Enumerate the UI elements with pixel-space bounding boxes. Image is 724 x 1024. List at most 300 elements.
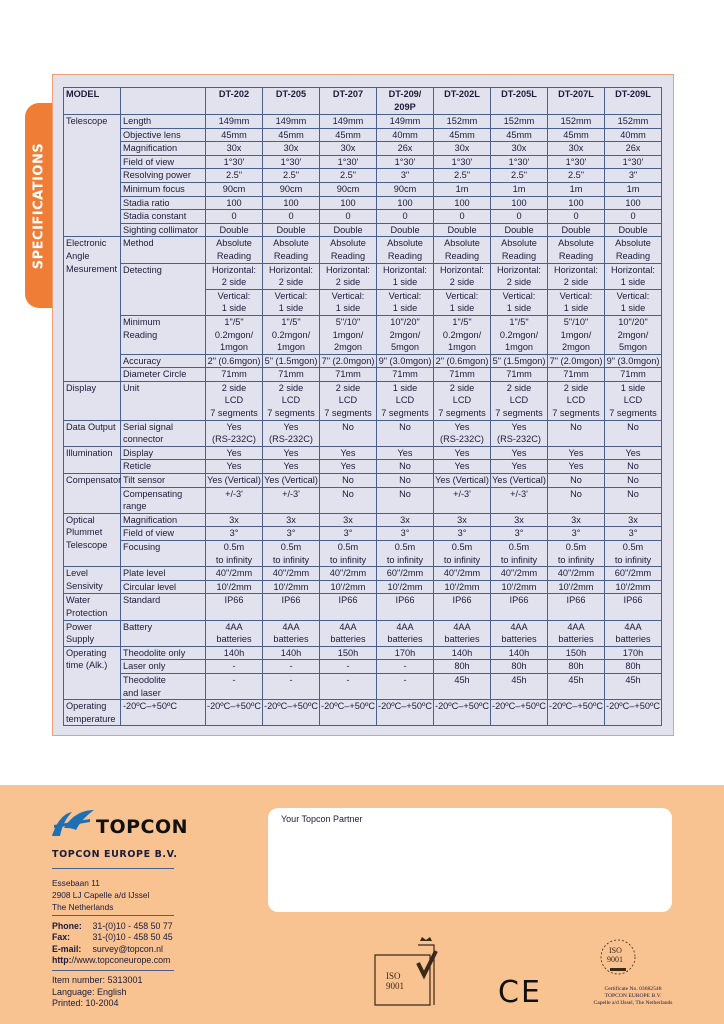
value-cell: 30x [548,142,605,156]
value-cell: - [377,660,434,674]
group-label: Power Supply [64,620,121,646]
value-cell: -20ºC–+50ºC [434,700,491,726]
group-label: Electronic Angle Mesurement [64,237,121,382]
value-cell: 1"/5" 0.2mgon/ 1mgon [263,315,320,354]
table-row [64,196,662,210]
value-cell: - [263,660,320,674]
row-label: Standard [121,594,206,620]
value-cell: 1"/5" 0.2mgon/ 1mgon [491,315,548,354]
value-cell: 100 [263,196,320,210]
value-cell: No [377,420,434,446]
value-cell: 30x [320,142,377,156]
value-cell: 150h [320,646,377,660]
model-column-header: DT-202 [206,88,263,115]
value-cell: Vertical: 1 side [605,289,662,315]
row-label: Laser only [121,660,206,674]
value-cell: 45h [434,673,491,699]
value-cell: 2.5" [206,169,263,183]
table-row [64,594,662,620]
group-label: Illumination [64,446,121,473]
group-label: Compensator [64,474,121,514]
fax-label: Fax: [52,932,71,943]
table-row [64,142,662,156]
value-cell: 0.5m to infinity [377,541,434,567]
value-cell: -20ºC–+50ºC [548,700,605,726]
value-cell: Horizontal: 2 side [320,263,377,289]
value-cell: IP66 [320,594,377,620]
value-cell: 4AA batteries [320,620,377,646]
value-cell: 2.5" [491,169,548,183]
logo-wordmark: TOPCON [96,816,189,838]
table-row [64,513,662,527]
value-cell: 2 side LCD 7 segments [491,381,548,420]
value-cell: 45mm [491,128,548,142]
table-row [64,115,662,129]
row-label: Sighting collimator [121,223,206,237]
printed-date: Printed: 10-2004 [52,998,119,1008]
value-cell: 140h [491,646,548,660]
row-label: Stadia constant [121,210,206,224]
side-tab-label: SPECIFICATIONS [31,142,46,269]
table-row [64,700,662,726]
value-cell: 152mm [434,115,491,129]
iso-9001-crown-certification-icon [374,935,446,1007]
value-cell: 1m [548,182,605,196]
value-cell: Horizontal: 2 side [548,263,605,289]
value-cell: 100 [320,196,377,210]
value-cell: 0.5m to infinity [491,541,548,567]
value-cell: 9" (3.0mgon) [377,354,434,368]
value-cell: 2.5" [320,169,377,183]
value-cell: - [206,660,263,674]
value-cell: +/-3' [206,487,263,513]
value-cell: 40"/2mm [548,567,605,581]
partner-box [268,808,672,912]
value-cell: Horizontal: 2 side [491,263,548,289]
table-row [64,646,662,660]
value-cell: 30x [491,142,548,156]
spec-table-panel [52,74,674,736]
value-cell: Yes [263,446,320,460]
value-cell: 0.5m to infinity [605,541,662,567]
value-cell: 90cm [320,182,377,196]
model-column-header: DT-202L [434,88,491,115]
value-cell: 3x [263,513,320,527]
value-cell: Vertical: 1 side [377,289,434,315]
table-row [64,315,662,354]
value-cell: 5"/10" 1mgon/ 2mgon [548,315,605,354]
value-cell: 2" (0.6mgon) [206,354,263,368]
value-cell: -20ºC–+50ºC [491,700,548,726]
table-row [64,446,662,460]
value-cell: -20ºC–+50ºC [263,700,320,726]
value-cell: - [320,660,377,674]
value-cell: 71mm [548,368,605,382]
value-cell: Yes [377,446,434,460]
contact-info [52,921,173,966]
value-cell: Vertical: 1 side [434,289,491,315]
value-cell: 3° [206,527,263,541]
group-label: Level Sensivity [64,567,121,594]
value-cell: 10'/2mm [377,580,434,594]
value-cell: -20ºC–+50ºC [605,700,662,726]
value-cell: 1m [434,182,491,196]
value-cell: Yes [491,446,548,460]
value-cell: 152mm [491,115,548,129]
value-cell: 152mm [548,115,605,129]
model-column-header: DT-207L [548,88,605,115]
value-cell: Double [263,223,320,237]
value-cell: 26x [605,142,662,156]
address [52,877,149,913]
value-cell: Absolute Reading [206,237,263,263]
value-cell: Vertical: 1 side [320,289,377,315]
value-cell: 40"/2mm [263,567,320,581]
value-cell: 3° [377,527,434,541]
value-cell: 26x [377,142,434,156]
value-cell: 2 side LCD 7 segments [320,381,377,420]
value-cell: 3" [377,169,434,183]
divider [52,915,174,916]
value-cell: No [377,460,434,474]
value-cell: 1m [491,182,548,196]
value-cell: 3x [605,513,662,527]
value-cell: Yes (Vertical) [434,474,491,488]
value-cell: 10'/2mm [548,580,605,594]
value-cell: 71mm [434,368,491,382]
value-cell: No [548,487,605,513]
table-row [64,673,662,699]
value-cell: 2 side LCD 7 segments [548,381,605,420]
row-label: Field of view [121,155,206,169]
value-cell: Yes [263,460,320,474]
value-cell: 30x [263,142,320,156]
value-cell: 1"/5" 0.2mgon/ 1mgon [206,315,263,354]
value-cell: 1"/5" 0.2mgon/ 1mgon [434,315,491,354]
value-cell: 100 [377,196,434,210]
topcon-logo [50,808,189,842]
value-cell: 4AA batteries [548,620,605,646]
value-cell: No [377,474,434,488]
value-cell: 80h [491,660,548,674]
value-cell: 45mm [320,128,377,142]
value-cell: 10"/20" 2mgon/ 5mgon [377,315,434,354]
value-cell: 0.5m to infinity [548,541,605,567]
value-cell: 0 [491,210,548,224]
row-label: Length [121,115,206,129]
table-row [64,620,662,646]
group-label: Telescope [64,115,121,237]
value-cell: No [320,420,377,446]
value-cell: 3x [206,513,263,527]
value-cell: 1°30' [434,155,491,169]
value-cell: 10"/20" 2mgon/ 5mgon [605,315,662,354]
value-cell: 5" (1.5mgon) [491,354,548,368]
certificate-text [578,986,688,1007]
certificate-number: Certificate No. 03682548 [604,986,662,992]
value-cell: Horizontal: 2 side [263,263,320,289]
value-cell: Horizontal: 2 side [434,263,491,289]
blank-header [121,88,206,115]
value-cell: Yes [491,460,548,474]
divider [52,868,174,869]
row-label: Compensating range [121,487,206,513]
language: Language: English [52,986,127,997]
value-cell: 5" (1.5mgon) [263,354,320,368]
email-link[interactable]: survey@topcon.nl [92,943,163,954]
row-label: Unit [121,381,206,420]
model-column-header: DT-205 [263,88,320,115]
value-cell: 30x [434,142,491,156]
value-cell: Absolute Reading [434,237,491,263]
row-label: -20ºC–+50ºC [121,700,206,726]
value-cell: 1°30' [491,155,548,169]
fax-value: 31-(0)10 - 458 50 45 [92,932,173,943]
svg-text:9001: 9001 [607,955,623,964]
table-row [64,263,662,289]
value-cell: 149mm [206,115,263,129]
value-cell: Yes [320,460,377,474]
value-cell: 10'/2mm [320,580,377,594]
value-cell: 0 [206,210,263,224]
phone-value: 31-(0)10 - 458 50 77 [92,921,173,931]
value-cell: 1°30' [206,155,263,169]
table-row [64,381,662,420]
value-cell: Yes (RS-232C) [263,420,320,446]
value-cell: 2 side LCD 7 segments [206,381,263,420]
value-cell: Yes [206,446,263,460]
value-cell: 3° [605,527,662,541]
value-cell: IP66 [548,594,605,620]
value-cell: Absolute Reading [491,237,548,263]
value-cell: 45h [548,673,605,699]
value-cell: Yes [320,446,377,460]
value-cell: 100 [434,196,491,210]
value-cell: No [605,420,662,446]
table-row [64,223,662,237]
value-cell: 40"/2mm [491,567,548,581]
specifications-side-tab [25,103,52,308]
value-cell: 3x [434,513,491,527]
value-cell: Vertical: 1 side [263,289,320,315]
table-row [64,527,662,541]
partner-label: Your Topcon Partner [281,814,363,824]
value-cell: 1°30' [320,155,377,169]
table-row [64,460,662,474]
topcon-swoosh-icon [50,808,96,838]
value-cell: 10'/2mm [491,580,548,594]
model-column-header: DT-209/ 209P [377,88,434,115]
value-cell: 71mm [491,368,548,382]
value-cell: Absolute Reading [377,237,434,263]
value-cell: 5"/10" 1mgon/ 2mgon [320,315,377,354]
value-cell: No [548,474,605,488]
value-cell: 3° [548,527,605,541]
table-row [64,169,662,183]
svg-text:ISO: ISO [386,971,401,981]
row-label: Accuracy [121,354,206,368]
model-column-header: DT-207 [320,88,377,115]
row-label: Circular level [121,580,206,594]
value-cell: Horizontal: 1 side [377,263,434,289]
row-label: Diameter Circle [121,368,206,382]
value-cell: Yes (Vertical) [491,474,548,488]
value-cell: 3° [491,527,548,541]
row-label: Reticle [121,460,206,474]
value-cell: Horizontal: 1 side [605,263,662,289]
value-cell: 7" (2.0mgon) [548,354,605,368]
value-cell: No [605,474,662,488]
phone-label: Phone: [52,921,82,931]
value-cell: Yes [434,460,491,474]
value-cell: 2 side LCD 7 segments [434,381,491,420]
certificate-location: Capelle a/d IJssel, The Netherlands [593,1000,673,1006]
row-label: Resolving power [121,169,206,183]
value-cell: Absolute Reading [263,237,320,263]
group-label: Display [64,381,121,420]
table-header-row [64,88,662,115]
value-cell: 3° [263,527,320,541]
value-cell: 149mm [377,115,434,129]
row-label: Tilt sensor [121,474,206,488]
value-cell: Yes [434,446,491,460]
value-cell: Double [605,223,662,237]
value-cell: 40"/2mm [434,567,491,581]
value-cell: Yes (Vertical) [206,474,263,488]
value-cell: 170h [377,646,434,660]
value-cell: 4AA batteries [377,620,434,646]
value-cell: 45mm [434,128,491,142]
value-cell: IP66 [377,594,434,620]
value-cell: 71mm [206,368,263,382]
value-cell: 2" (0.6mgon) [434,354,491,368]
value-cell: 45mm [263,128,320,142]
table-row [64,155,662,169]
value-cell: 80h [548,660,605,674]
value-cell: 3x [377,513,434,527]
certificate-company: TOPCON EUROPE B.V. [604,993,662,999]
value-cell: 2.5" [263,169,320,183]
value-cell: +/-3' [263,487,320,513]
value-cell: 3x [491,513,548,527]
value-cell: 149mm [320,115,377,129]
group-label: Optical Plummet Telescope [64,513,121,566]
value-cell: No [377,487,434,513]
phone-line [52,921,173,932]
value-cell: Absolute Reading [605,237,662,263]
value-cell: Vertical: 1 side [206,289,263,315]
value-cell: 10'/2mm [605,580,662,594]
value-cell: 60"/2mm [605,567,662,581]
row-label: Field of view [121,527,206,541]
value-cell: 4AA batteries [434,620,491,646]
value-cell: 140h [263,646,320,660]
value-cell: Horizontal: 2 side [206,263,263,289]
value-cell: No [320,487,377,513]
value-cell: - [320,673,377,699]
value-cell: 3° [434,527,491,541]
value-cell: 80h [434,660,491,674]
footer [0,785,724,1024]
address-line: 2908 LJ Capelle a/d IJssel [52,890,150,900]
value-cell: 150h [548,646,605,660]
value-cell: 1°30' [263,155,320,169]
model-header: MODEL [64,88,121,115]
value-cell: - [377,673,434,699]
value-cell: Yes (RS-232C) [434,420,491,446]
table-row [64,182,662,196]
value-cell: 30x [206,142,263,156]
value-cell: 4AA batteries [263,620,320,646]
value-cell: 0 [263,210,320,224]
value-cell: 0.5m to infinity [263,541,320,567]
value-cell: 1°30' [377,155,434,169]
value-cell: 149mm [263,115,320,129]
model-column-header: DT-209L [605,88,662,115]
value-cell: IP66 [491,594,548,620]
value-cell: 3° [320,527,377,541]
value-cell: Double [548,223,605,237]
value-cell: 0.5m to infinity [206,541,263,567]
row-label: Stadia ratio [121,196,206,210]
row-label: Objective lens [121,128,206,142]
value-cell: 0 [320,210,377,224]
value-cell: 90cm [377,182,434,196]
address-line: Essebaan 11 [52,878,100,888]
row-label: Method [121,237,206,263]
value-cell: 10'/2mm [434,580,491,594]
value-cell: Double [206,223,263,237]
web-link[interactable]: //www.topconeurope.com [71,954,171,965]
value-cell: Vertical: 1 side [491,289,548,315]
value-cell: Double [377,223,434,237]
table-row [64,210,662,224]
value-cell: 3x [320,513,377,527]
value-cell: 0.5m to infinity [320,541,377,567]
row-label: Focusing [121,541,206,567]
table-row [64,128,662,142]
specifications-table [63,87,662,726]
email-line [52,944,173,955]
group-label: Operating temperature [64,700,121,726]
value-cell: 140h [434,646,491,660]
value-cell: Vertical: 1 side [548,289,605,315]
table-row [64,660,662,674]
table-row [64,567,662,581]
value-cell: IP66 [263,594,320,620]
value-cell: Double [434,223,491,237]
table-row [64,420,662,446]
value-cell: 45mm [548,128,605,142]
value-cell: 4AA batteries [491,620,548,646]
divider [52,970,174,971]
row-label: Display [121,446,206,460]
value-cell: 3" [605,169,662,183]
row-label: Minimum focus [121,182,206,196]
value-cell: 71mm [605,368,662,382]
value-cell: 0 [377,210,434,224]
value-cell: 100 [206,196,263,210]
value-cell: 71mm [263,368,320,382]
value-cell: 7" (2.0mgon) [320,354,377,368]
value-cell: 0 [548,210,605,224]
iso-9001-seal-icon [598,935,638,985]
value-cell: IP66 [605,594,662,620]
value-cell: Yes [605,446,662,460]
value-cell: 0.5m to infinity [434,541,491,567]
value-cell: No [548,420,605,446]
value-cell: 10'/2mm [206,580,263,594]
